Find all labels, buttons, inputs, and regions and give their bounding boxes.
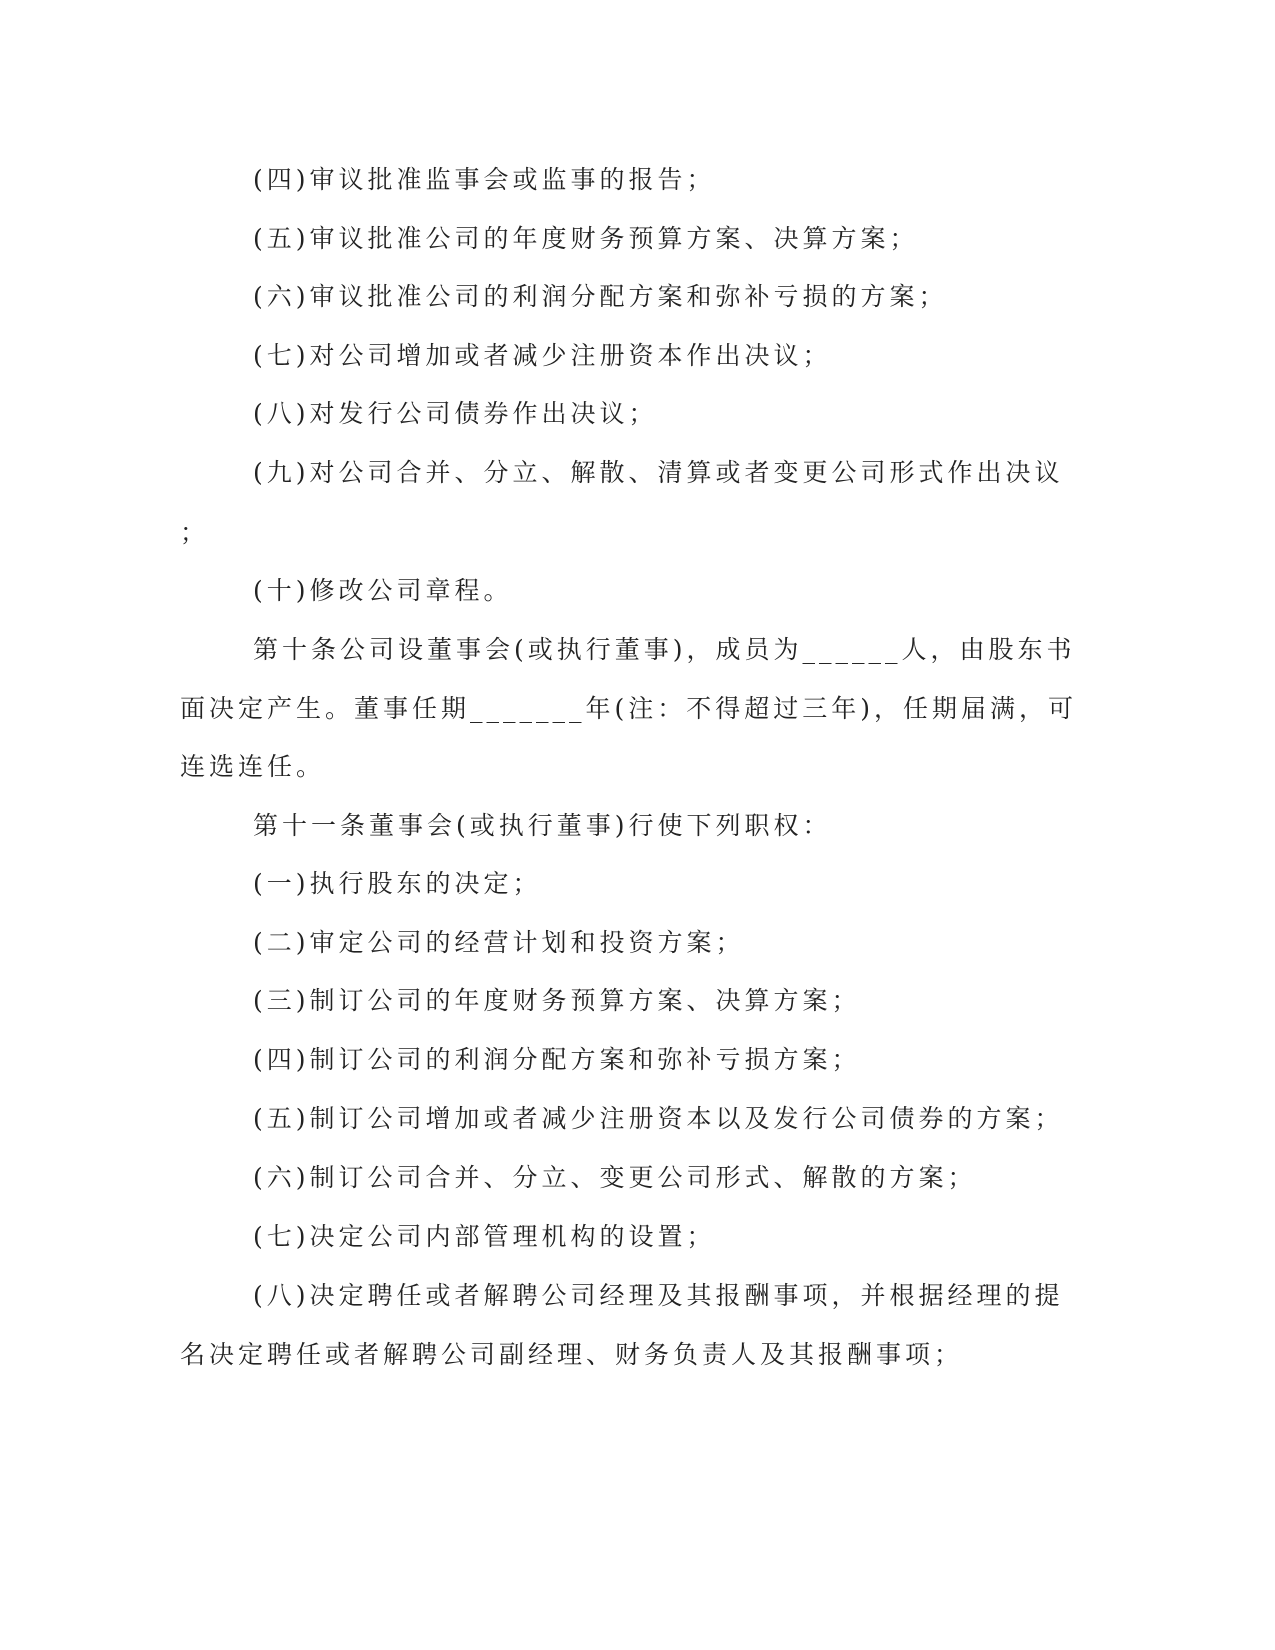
text-line: 第十条公司设董事会(或执行董事)，成员为______人，由股东书 xyxy=(253,635,1076,664)
text-line: (五)审议批准公司的年度财务预算方案、决算方案； xyxy=(253,224,919,253)
text-line: (五)制订公司增加或者减少注册资本以及发行公司债券的方案； xyxy=(253,1104,1064,1133)
text-line: (七)决定公司内部管理机构的设置； xyxy=(253,1222,716,1251)
text-line: (二)审定公司的经营计划和投资方案； xyxy=(253,928,745,957)
text-line: (三)制订公司的年度财务预算方案、决算方案； xyxy=(253,986,861,1015)
text-line: (六)制订公司合并、分立、变更公司形式、解散的方案； xyxy=(253,1163,977,1192)
text-line: (六)审议批准公司的利润分配方案和弥补亏损的方案； xyxy=(253,282,948,311)
text-line: (九)对公司合并、分立、解散、清算或者变更公司形式作出决议 xyxy=(253,458,1064,487)
text-line: (八)决定聘任或者解聘公司经理及其报酬事项，并根据经理的提 xyxy=(253,1281,1064,1310)
text-line: 名决定聘任或者解聘公司副经理、财务负责人及其报酬事项； xyxy=(180,1340,964,1369)
text-line: (四)审议批准监事会或监事的报告； xyxy=(253,165,716,194)
text-line: (十)修改公司章程。 xyxy=(253,576,513,605)
text-line: ； xyxy=(180,518,210,547)
text-line: (七)对公司增加或者减少注册资本作出决议； xyxy=(253,341,832,370)
text-line: (四)制订公司的利润分配方案和弥补亏损方案； xyxy=(253,1045,861,1074)
text-line: (八)对发行公司债券作出决议； xyxy=(253,399,658,428)
text-line: 连选连任。 xyxy=(180,752,326,781)
text-line: (一)执行股东的决定； xyxy=(253,869,542,898)
text-line: 第十一条董事会(或执行董事)行使下列职权： xyxy=(253,811,832,840)
text-line: 面决定产生。董事任期_______年(注：不得超过三年)，任期届满，可 xyxy=(180,694,1078,723)
